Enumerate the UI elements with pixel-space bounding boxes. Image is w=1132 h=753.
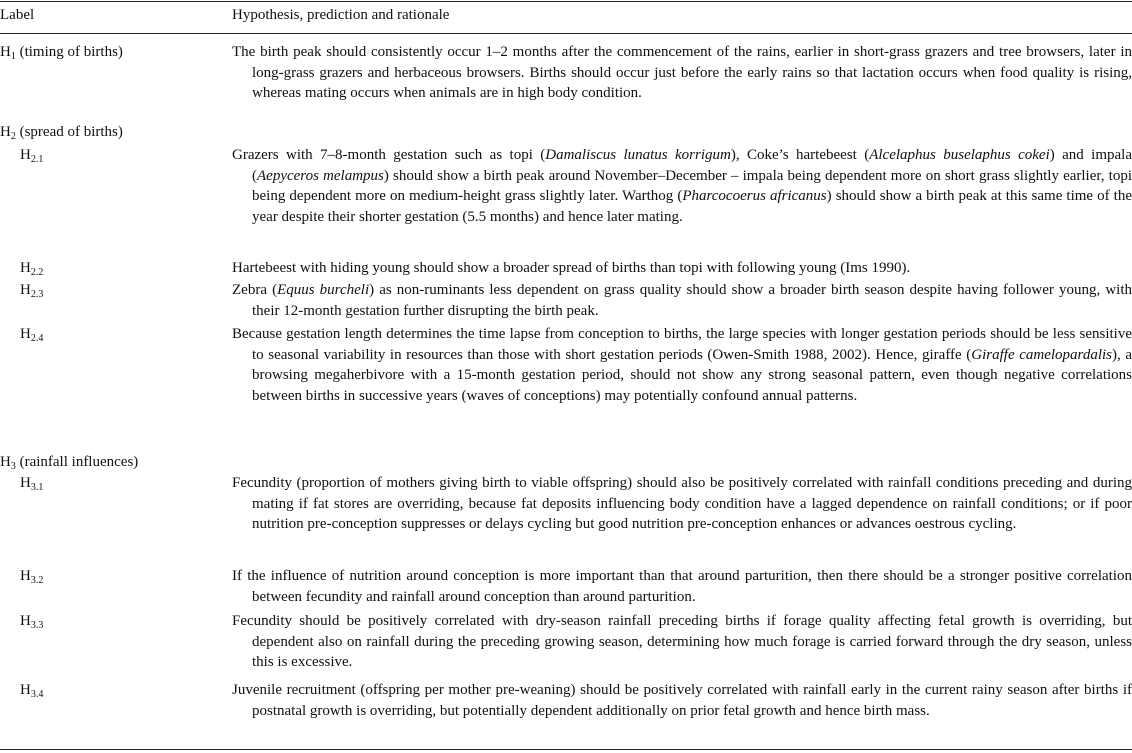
row-description: The birth peak should consistently occur 1–2 months after the commencement of the rains, earlier in short-grass grazers and tree browsers, later in long-grass grazers and herbaceous browsers. Births should occur just before the early rains so that lactation occurs when food quality is rising, whereas mating occurs when animals are in high body condition.	[232, 44, 1132, 101]
row-description: Fecundity should be positively correlated with dry-season rainfall preceding births if forage quality affecting fetal growth is overriding, but dependent also on rainfall during the preceding growing season, determining how much forage is carried forward through the dry season, unless this is excessive.	[232, 613, 1132, 670]
header-description: Hypothesis, prediction and rationale	[232, 7, 450, 23]
top-rule	[0, 1, 1132, 2]
row-description: Because gestation length determines the time lapse from conception to births, the large species with longer gestation periods should be less sensitive to seasonal variability in resources than those with short gestation periods (Owen-Smith 1988, 2002). Hence, giraffe (Giraffe camelopardalis), a browsing megaherbivore with a 15-month gestation period, should not show any strong seasonal pattern, even though negative correlations between births in successive years (waves of conceptions) may potentially confound annual patterns.	[232, 326, 1132, 404]
row-description: Fecundity (proportion of mothers giving birth to viable offspring) should also be positively correlated with rainfall conditions preceding and during mating if fat stores are overriding, because fat deposits influencing body condition have a lagged dependence on rainfall conditions; or if poor nutrition pre-conception suppresses or delays cycling but good nutrition pre-conception enhances or advances oestrous cycling.	[232, 475, 1132, 532]
row-label: $H_{2.1}$	[20, 147, 44, 165]
row-label: $H_{3.3}$	[20, 613, 44, 631]
row-label: $H_{3.4}$	[20, 682, 44, 700]
group-label: $H_3$ (rainfall influences)	[0, 454, 139, 472]
row-description: Grazers with 7–8-month gestation such as topi (Damaliscus lunatus korrigum), Coke’s hartebeest (Alcelaphus buselaphus cokei) and impala (Aepyceros melampus) should show a birth peak around November–December – impala being dependent more on short grass slightly earlier, topi being dependent more on medium-height grass slightly later. Warthog (Pharcocoerus africanus) should show a birth peak at this same time of the year despite their shorter gestation (5.5 months) and hence later mating.	[232, 147, 1132, 225]
row-description: If the influence of nutrition around conception is more important than that around parturition, then there should be a stronger positive correlation between fecundity and rainfall around conception than around parturition.	[232, 568, 1132, 605]
header-rule	[0, 33, 1132, 34]
row-description: Juvenile recruitment (offspring per mother pre-weaning) should be positively correlated with rainfall early in the current rainy season after births if postnatal growth is overriding, but potentially dependent additionally on prior fetal growth and hence birth mass.	[232, 682, 1132, 719]
row-description: Hartebeest with hiding young should show a broader spread of births than topi with following young (Ims 1990).	[232, 260, 911, 276]
header-label: Label	[0, 7, 35, 23]
row-label: $H_1$ (timing of births)	[0, 44, 123, 62]
row-label: $H_{2.4}$	[20, 326, 44, 344]
row-label: $H_{2.3}$	[20, 282, 44, 300]
row-label: $H_{2.2}$	[20, 260, 44, 278]
bottom-rule	[0, 749, 1132, 750]
table-header	[0, 5, 1132, 29]
row-label: $H_{3.2}$	[20, 568, 44, 586]
row-description: Zebra (Equus burcheli) as non-ruminants less dependent on grass quality should show a broader birth season despite having follower young, with their 12-month gestation further disrupting the birth peak.	[232, 282, 1132, 319]
row-label: $H_{3.1}$	[20, 475, 44, 493]
group-label: $H_2$ (spread of births)	[0, 124, 123, 142]
